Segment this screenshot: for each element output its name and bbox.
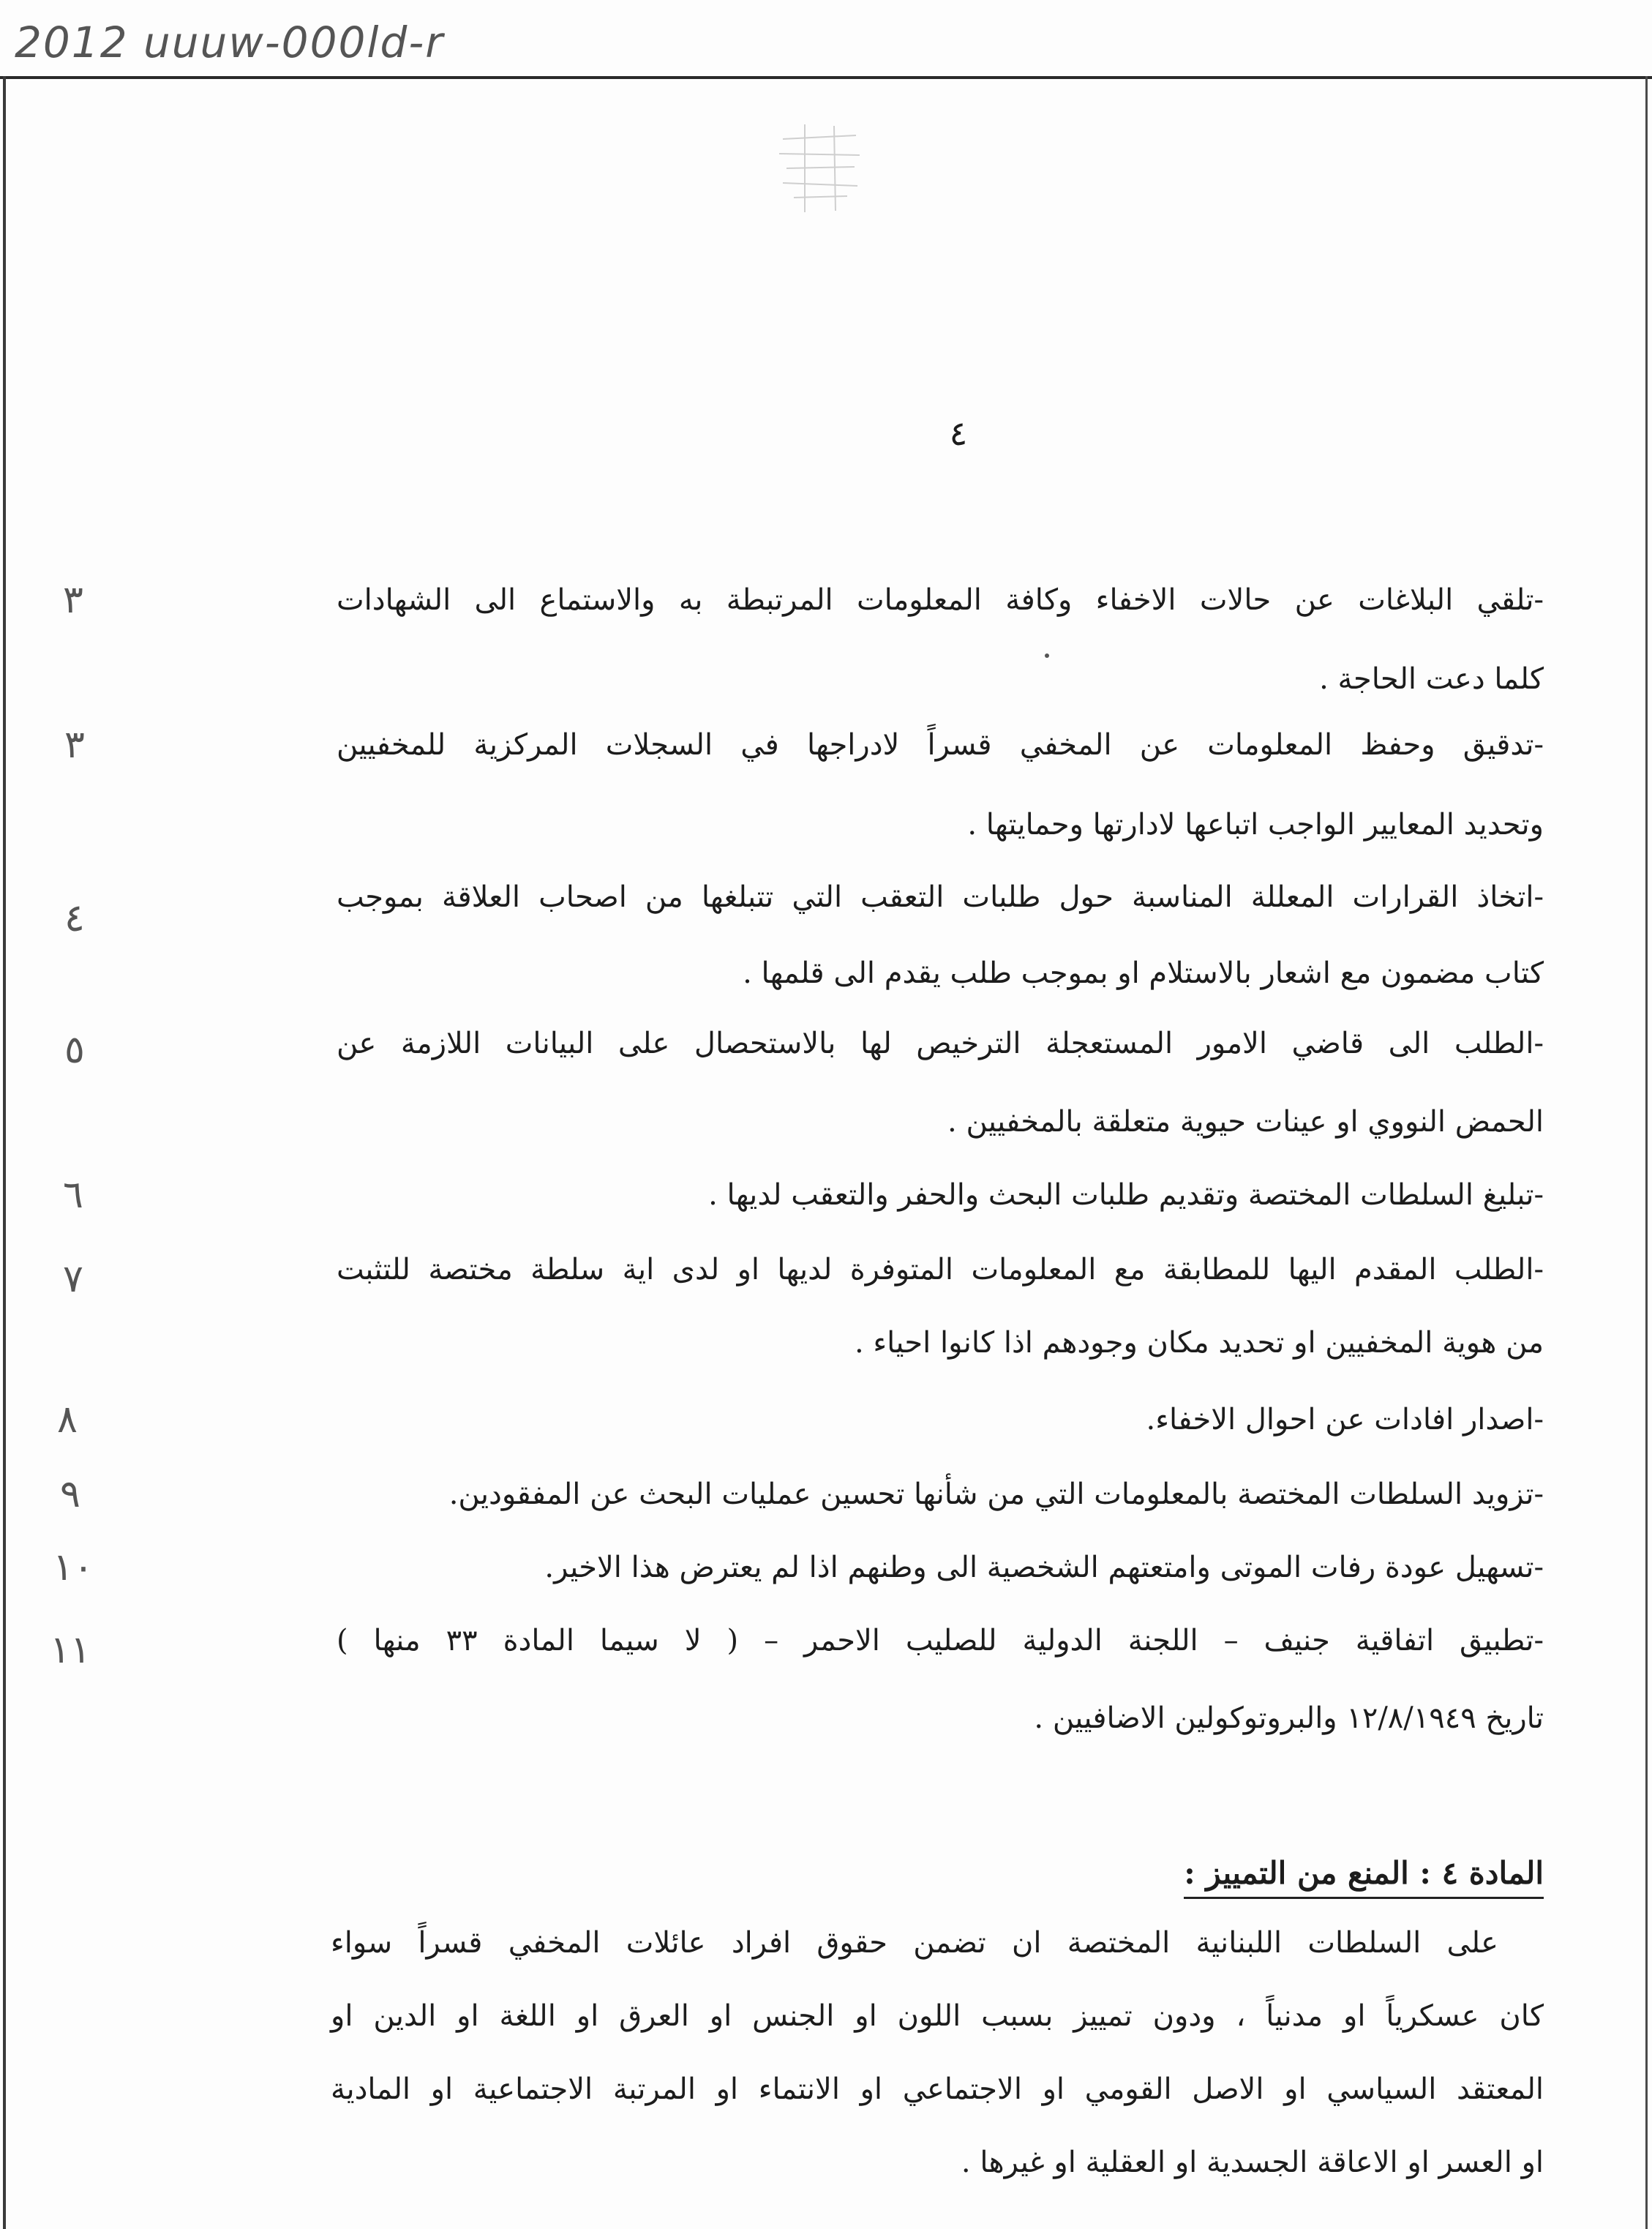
left-border-line <box>3 76 6 2229</box>
paragraph-line: كان عسكرياً او مدنياً ، ودون تمييز بسبب اللون او الجنس او العرق او اللغة او الدين او <box>331 1999 1544 2033</box>
margin-number: ٩ <box>60 1472 80 1516</box>
list-item-line: -اتخاذ القرارات المعللة المناسبة حول طلبات التعقب التي تتبلغها من اصحاب العلاقة بموجب <box>337 880 1544 914</box>
right-border-line <box>1645 76 1648 2229</box>
list-item-line: من هوية المخفيين او تحديد مكان وجودهم اذا كانوا احياء . <box>854 1326 1544 1360</box>
list-item-line: -تدقيق وحفظ المعلومات عن المخفي قسراً لادراجها في السجلات المركزية للمخفيين <box>337 728 1544 762</box>
list-item-line: -اصدار افادات عن احوال الاخفاء. <box>1146 1403 1544 1436</box>
list-item-line: -تسهيل عودة رفات الموتى وامتعتهم الشخصية الى وطنهم اذا لم يعترض هذا الاخير. <box>544 1551 1544 1584</box>
margin-number: ٣ <box>64 723 85 767</box>
margin-number: ٤ <box>64 896 85 940</box>
margin-number: ٥ <box>64 1028 85 1072</box>
list-item-line: -تلقي البلاغات عن حالات الاخفاء وكافة المعلومات المرتبطة به والاستماع الى الشهادات <box>337 583 1544 617</box>
list-item-line: -الطلب الى قاضي الامور المستعجلة الترخيص لها بالاستحصال على البيانات اللازمة عن <box>337 1027 1544 1060</box>
paragraph-line: على السلطات اللبنانية المختصة ان تضمن حقوق افراد عائلات المخفي قسراً سواء <box>331 1926 1498 1960</box>
margin-number: ١١ <box>50 1628 91 1672</box>
margin-number: ٨ <box>57 1398 78 1442</box>
list-item-line: تاريخ ١٢/٨/١٩٤٩ والبروتوكولين الاضافيين . <box>1034 1701 1544 1735</box>
paragraph-line: المعتقد السياسي او الاصل القومي او الاجتماعي او الانتماء او المرتبة الاجتماعية او المادية <box>331 2072 1544 2106</box>
list-item-line: الحمض النووي او عينات حيوية متعلقة بالمخفيين . <box>947 1105 1544 1139</box>
list-item-line: -تزويد السلطات المختصة بالمعلومات التي من شأنها تحسين عمليات البحث عن المفقودين. <box>448 1477 1544 1511</box>
margin-number: ٧ <box>63 1257 83 1301</box>
list-item-line: كلما دعت الحاجة . <box>1319 662 1544 696</box>
list-item-line: -تطبيق اتفاقية جنيف – اللجنة الدولية للصليب الاحمر – ( لا سيما المادة ٣٣ منها ) <box>337 1624 1544 1657</box>
faint-seal-mark <box>761 110 878 227</box>
list-item-line: -تبليغ السلطات المختصة وتقديم طلبات البحث والحفر والتعقب لديها . <box>708 1178 1544 1212</box>
top-border-line <box>0 76 1652 79</box>
handwritten-reference: 2012 uuuw-000ld-r <box>15 18 445 67</box>
scan-speck <box>1045 653 1049 658</box>
list-item-line: وتحديد المعايير الواجب اتباعها لادارتها وحمايتها . <box>967 808 1544 842</box>
paragraph-line: او العسر او الاعاقة الجسدية او العقلية او غيرها . <box>961 2146 1544 2179</box>
list-item-line: -الطلب المقدم اليها للمطابقة مع المعلومات المتوفرة لديها او لدى اية سلطة مختصة للتثبت <box>337 1253 1544 1286</box>
article-heading: المادة ٤ : المنع من التمييز : <box>1184 1851 1544 1899</box>
page-number: ٤ <box>949 413 968 453</box>
margin-number: ٣ <box>63 578 83 622</box>
list-item-line: كتاب مضمون مع اشعار بالاستلام او بموجب طلب يقدم الى قلمها . <box>743 956 1544 990</box>
margin-number: ١٠ <box>53 1546 94 1589</box>
margin-number: ٦ <box>63 1173 83 1217</box>
